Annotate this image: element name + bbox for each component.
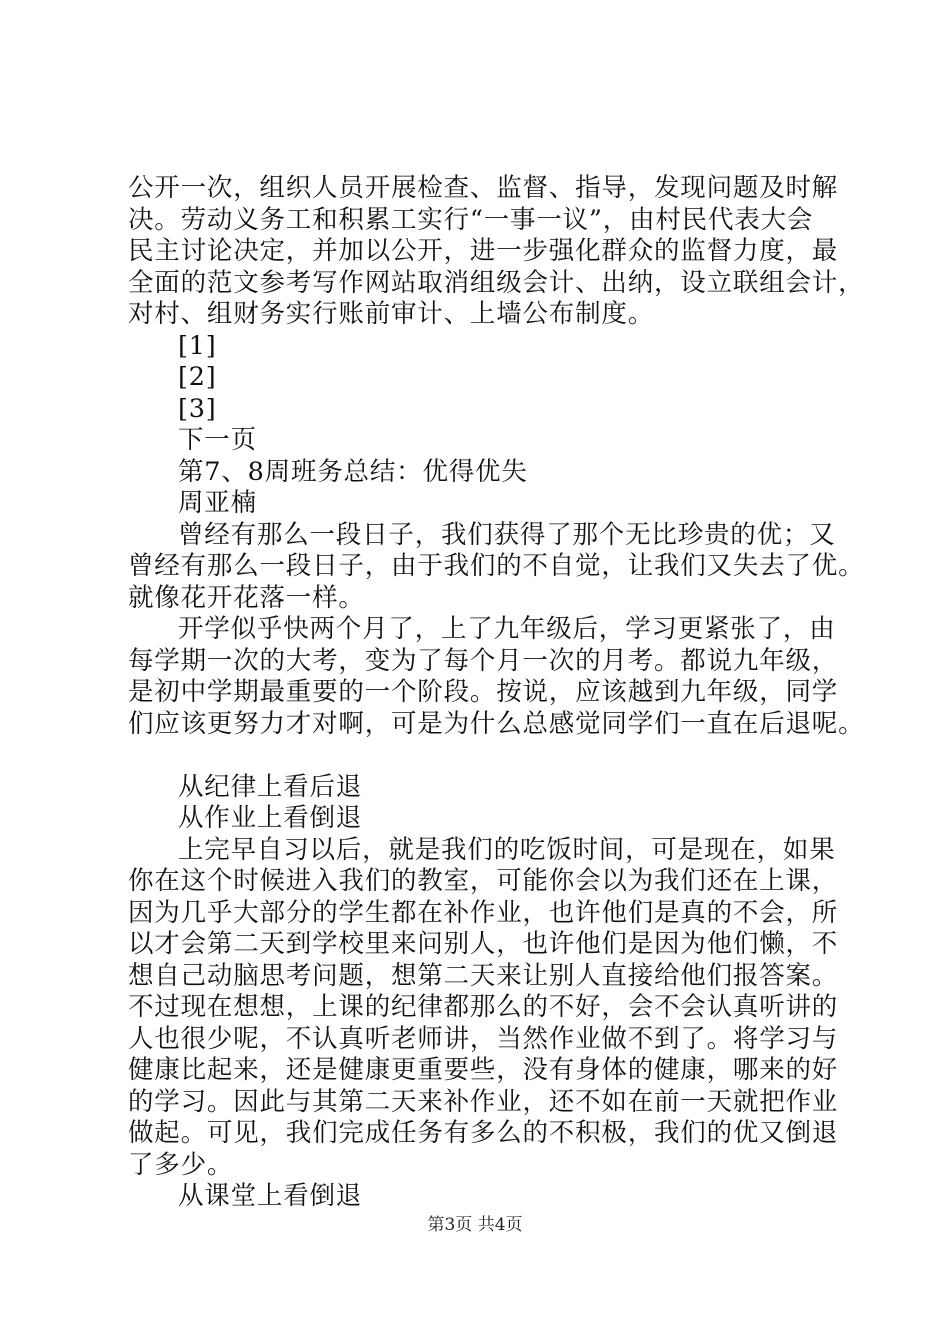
paragraph-line: 做起。可见，我们完成任务有多么的不积极，我们的优又倒退 xyxy=(128,1118,839,1148)
article-author: 周亚楠 xyxy=(178,488,257,518)
paragraph-line: 不过现在想想，上课的纪律都那么的不好，会不会认真听讲的 xyxy=(128,992,839,1022)
paragraph-line: 人也很少呢，不认真听老师讲，当然作业做不到了。将学习与 xyxy=(128,1023,839,1054)
paragraph-line: 因为几乎大部分的学生都在补作业，也许他们是真的不会，所 xyxy=(128,897,839,928)
paragraph-line: 以才会第二天到学校里来问别人，也许他们是因为他们懒，不 xyxy=(128,929,839,959)
next-page-link[interactable]: 下一页 xyxy=(178,425,257,455)
paragraph-line: 是初中学期最重要的一个阶段。按说，应该越到九年级，同学 xyxy=(128,677,839,707)
section-heading: 从纪律上看后退 xyxy=(178,771,363,802)
paragraph-line: 想自己动脑思考问题，想第二天来让别人直接给他们报答案。 xyxy=(128,960,839,991)
paragraph-line: 每学期一次的大考，变为了每个月一次的月考。都说九年级， xyxy=(128,645,839,676)
paragraph-line: 民主讨论决定，并加以公开，进一步强化群众的监督力度，最 xyxy=(128,236,839,266)
paragraph-line: 决。劳动义务工和积累工实行“一事一议”，由村民代表大会 xyxy=(128,204,814,235)
paragraph-line: 们应该更努力才对啊，可是为什么总感觉同学们一直在后退呢。 xyxy=(128,708,865,739)
page-link-2[interactable]: [2] xyxy=(178,362,217,392)
paragraph-line: 了多少。 xyxy=(128,1149,234,1180)
section-heading: 从作业上看倒退 xyxy=(178,803,363,833)
page-link-3[interactable]: [3] xyxy=(178,393,217,424)
article-title: 第7、8周班务总结：优得优失 xyxy=(178,456,528,487)
paragraph-line: 公开一次，组织人员开展检查、监督、指导，发现问题及时解 xyxy=(128,173,839,203)
section-heading: 从课堂上看倒退 xyxy=(178,1181,363,1211)
page-link-1[interactable]: [1] xyxy=(178,330,217,361)
paragraph-line: 健康比起来，还是健康更重要些，没有身体的健康，哪来的好 xyxy=(128,1055,839,1085)
paragraph-line: 全面的范文参考写作网站取消组级会计、出纳，设立联组会计， xyxy=(128,267,865,298)
spacer xyxy=(128,740,844,772)
paragraph-line: 对村、组财务实行账前审计、上墙公布制度。 xyxy=(128,299,655,329)
paragraph-line: 你在这个时候进入我们的教室，可能你会以为我们还在上课， xyxy=(128,866,839,896)
paragraph-line: 的学习。因此与其第二天来补作业，还不如在前一天就把作业 xyxy=(128,1086,839,1117)
paragraph-line: 曾经有那么一段日子，由于我们的不自觉，让我们又失去了优。 xyxy=(128,551,865,581)
paragraph-line: 开学似乎快两个月了，上了九年级后，学习更紧张了，由 xyxy=(178,614,836,644)
paragraph-line: 上完早自习以后，就是我们的吃饭时间，可是现在，如果 xyxy=(178,834,836,865)
paragraph-line: 曾经有那么一段日子，我们获得了那个无比珍贵的优；又 xyxy=(178,519,836,550)
document-body xyxy=(128,173,865,1213)
paragraph-line: 就像花开花落一样。 xyxy=(128,582,365,613)
page-number-footer: 第3页 共4页 xyxy=(427,1215,523,1235)
